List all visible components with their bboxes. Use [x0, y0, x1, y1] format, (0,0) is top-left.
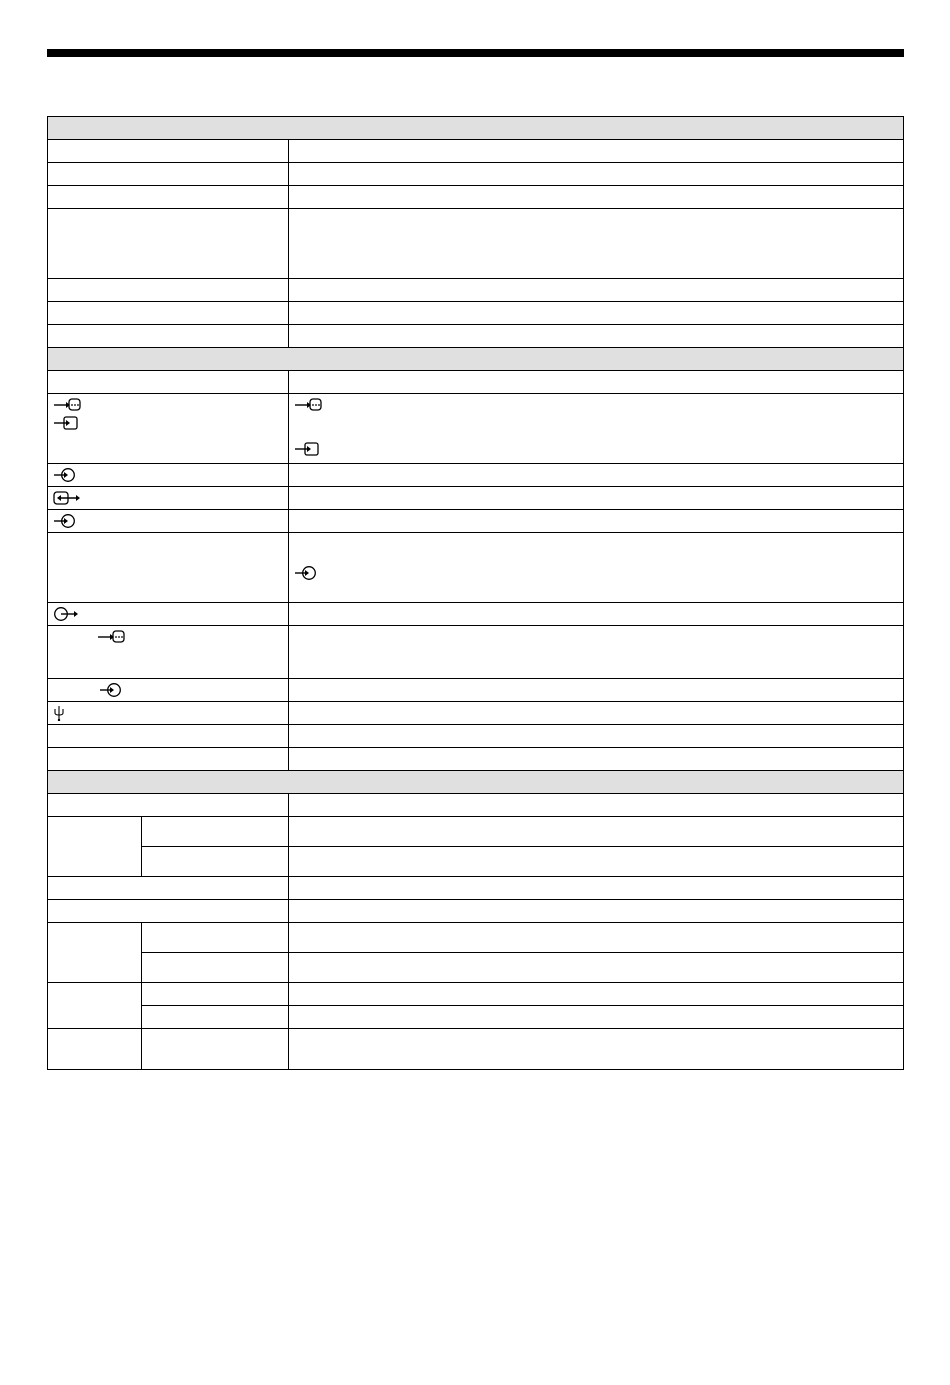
- component-in-icon: [293, 441, 903, 459]
- table-row: [48, 748, 904, 771]
- video-in-icon: [52, 682, 288, 700]
- table-row: [48, 279, 904, 302]
- usb-icon: [52, 705, 288, 723]
- table-row: [48, 900, 904, 923]
- table-row: [48, 464, 904, 487]
- section-header-2: [48, 348, 904, 371]
- table-row: [48, 794, 904, 817]
- table-row: [48, 394, 904, 464]
- section-header-1: [48, 117, 904, 140]
- table-row: [48, 510, 904, 533]
- top-rule: [47, 49, 904, 57]
- table-row: [48, 371, 904, 394]
- table-row: [48, 302, 904, 325]
- table-row: [48, 603, 904, 626]
- hdmi-in-icon: [52, 629, 288, 647]
- table-row: [48, 923, 904, 953]
- table-row: [48, 325, 904, 348]
- table-row: [48, 487, 904, 510]
- video-out-icon: [52, 606, 288, 624]
- hdmi-in-icon: [293, 397, 903, 415]
- table-row: [48, 140, 904, 163]
- video-in-icon: [293, 565, 903, 583]
- component-in-icon: [52, 415, 288, 433]
- table-row: [48, 1029, 904, 1070]
- video-in-out-icon: [52, 490, 288, 508]
- table-row: [48, 533, 904, 603]
- video-in-icon: [52, 467, 288, 485]
- table-row: [48, 679, 904, 702]
- table-row: [48, 209, 904, 279]
- table-row: [48, 1006, 904, 1029]
- table-row: [48, 983, 904, 1006]
- table-row: [48, 702, 904, 725]
- table-row: [48, 186, 904, 209]
- hdmi-in-icon: [52, 397, 288, 415]
- table-row: [48, 953, 904, 983]
- table-row: [48, 626, 904, 679]
- section-header-3: [48, 771, 904, 794]
- video-in-icon: [52, 513, 288, 531]
- table-row: [48, 725, 904, 748]
- table-row: [48, 163, 904, 186]
- table-row: [48, 817, 904, 847]
- specifications-table: [47, 116, 904, 1070]
- table-row: [48, 847, 904, 877]
- table-row: [48, 877, 904, 900]
